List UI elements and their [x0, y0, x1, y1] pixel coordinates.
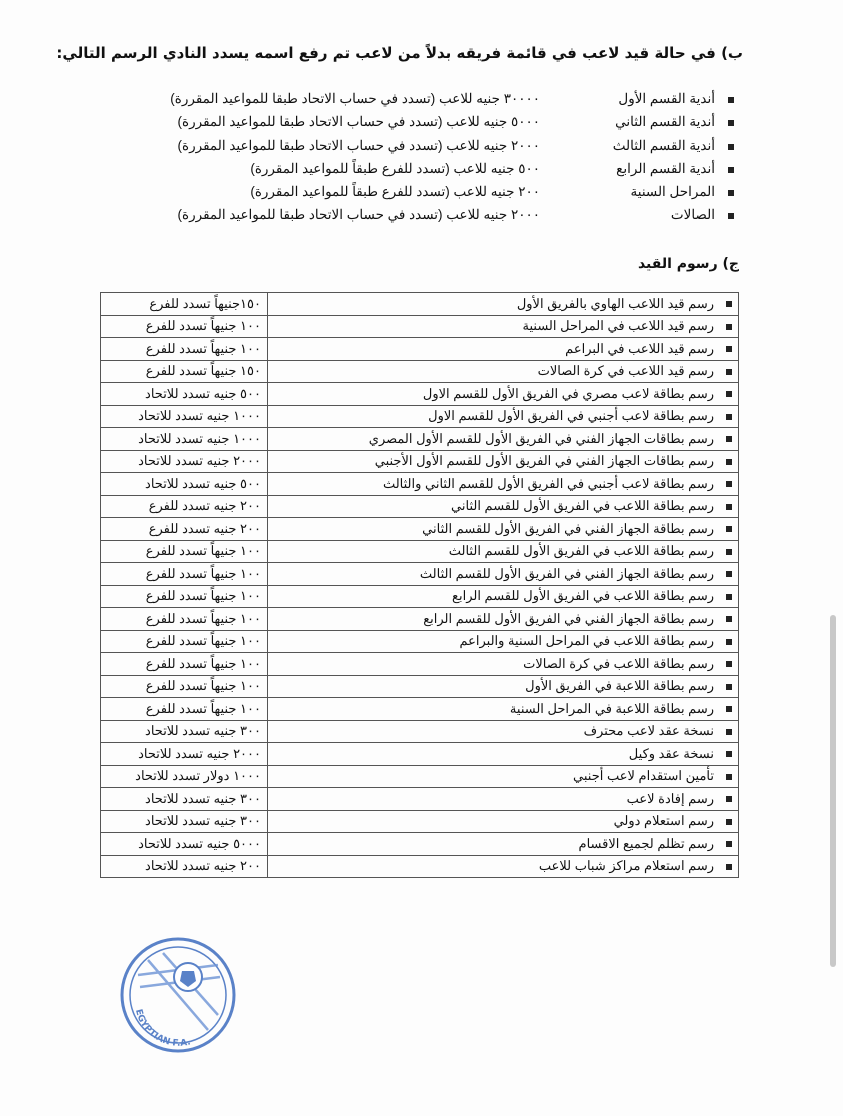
bullet-icon [728, 213, 734, 219]
bullet-icon [728, 190, 734, 196]
section-b-heading: ب) في حالة قيد لاعب في قائمة فريقه بدلاً من لاعب تم رفع اسمه يسدد النادي الرسم التالي: [56, 44, 743, 62]
fee-item-label: رسم بطاقة لاعب أجنبي في الفريق الأول للقسم الثاني والثالث [382, 475, 714, 491]
bullet-icon [726, 729, 732, 735]
fee-item [268, 698, 739, 721]
fee-item [268, 630, 739, 653]
fee-item-label: رسم بطاقة لاعب مصري في الفريق الأول للقسم الاول [422, 385, 714, 401]
fee-item-label: رسم بطاقة اللاعب في المراحل السنية والبراعم [459, 633, 714, 649]
fee-item-label: رسم بطاقة الجهاز الفني في الفريق الأول للقسم الثالث [419, 565, 714, 581]
fee-amount: ١٠٠ جنيهاً تسدد للفرع [101, 630, 268, 653]
fee-amount: ١٠٠٠ جنيه تسدد للاتحاد [101, 428, 268, 451]
bullet-icon [728, 144, 734, 150]
replacement-fee-list [100, 89, 740, 229]
fee-item [268, 833, 739, 856]
table-row [101, 450, 739, 473]
fee-item-label: رسم إفادة لاعب [626, 790, 714, 806]
division-label: المراحل السنية [630, 184, 715, 200]
bullet-icon [726, 774, 732, 780]
fee-amount: ١٠٠٠ جنيه تسدد للاتحاد [101, 405, 268, 428]
fee-amount: ١٠٠ جنيهاً تسدد للفرع [101, 675, 268, 698]
bullet-icon [726, 504, 732, 510]
fee-item [268, 540, 739, 563]
table-row [101, 428, 739, 451]
table-row [101, 810, 739, 833]
list-item [100, 159, 740, 182]
list-item [100, 136, 740, 159]
fee-item [268, 428, 739, 451]
bullet-icon [728, 97, 734, 103]
fee-item [268, 743, 739, 766]
fee-amount: ٢٠٠ جنيه تسدد للفرع [101, 495, 268, 518]
bullet-icon [726, 684, 732, 690]
bullet-icon [726, 436, 732, 442]
table-row [101, 315, 739, 338]
bullet-icon [726, 639, 732, 645]
table-row [101, 788, 739, 811]
table-row [101, 585, 739, 608]
fee-amount: ١٠٠ جنيهاً تسدد للفرع [101, 585, 268, 608]
fee-item [268, 585, 739, 608]
fee-item-label: رسم بطاقة اللاعب في كرة الصالات [523, 655, 714, 671]
fee-item [268, 293, 739, 316]
fee-amount: ٥٠٠٠ جنيه تسدد للاتحاد [101, 833, 268, 856]
fee-amount: ١٠٠ جنيهاً تسدد للفرع [101, 540, 268, 563]
fee-item-label: رسم بطاقة لاعب أجنبي في الفريق الأول للقسم الاول [428, 408, 714, 424]
fee-item-label: رسم بطاقة اللاعبة في الفريق الأول [525, 678, 714, 694]
bullet-icon [726, 481, 732, 487]
bullet-icon [728, 120, 734, 126]
fee-item-label: رسم تظلم لجميع الاقسام [578, 835, 714, 851]
table-row [101, 405, 739, 428]
fee-amount: ٥٠٠ جنيه تسدد للاتحاد [101, 473, 268, 496]
list-item [100, 205, 740, 228]
bullet-icon [726, 549, 732, 555]
table-row [101, 518, 739, 541]
list-item [100, 182, 740, 205]
fee-value: ٣٠٠٠٠ جنيه للاعب (تسدد في حساب الاتحاد طبقا للمواعيد المقررة) [170, 91, 540, 106]
fee-item [268, 608, 739, 631]
fee-amount: ١٠٠ جنيهاً تسدد للفرع [101, 653, 268, 676]
fee-item-label: نسخة عقد وكيل [628, 745, 714, 761]
table-row [101, 608, 739, 631]
fee-amount: ١٥٠جنيهاً تسدد للفرع [101, 293, 268, 316]
fee-amount: ٢٠٠ جنيه تسدد للفرع [101, 518, 268, 541]
bullet-icon [728, 167, 734, 173]
fee-item-label: رسم بطاقة اللاعب في الفريق الأول للقسم الرابع [452, 588, 714, 604]
fee-item-label: رسم بطاقة اللاعبة في المراحل السنية [509, 700, 714, 716]
fee-amount: ١٠٠ جنيهاً تسدد للفرع [101, 563, 268, 586]
fee-amount: ٥٠٠ جنيه تسدد للاتحاد [101, 383, 268, 406]
fee-item-label: رسم بطاقة اللاعب في الفريق الأول للقسم الثاني [451, 498, 714, 514]
fee-value: ٥٠٠٠ جنيه للاعب (تسدد في حساب الاتحاد طبقا للمواعيد المقررة) [177, 114, 540, 130]
bullet-icon [726, 346, 732, 352]
fee-item [268, 360, 739, 383]
division-label: الصالات [670, 207, 715, 223]
bullet-icon [726, 324, 732, 330]
table-row [101, 855, 739, 878]
egyptian-fa-seal [118, 935, 238, 1055]
table-row [101, 473, 739, 496]
division-label: أندية القسم الثاني [615, 114, 715, 130]
division-label: أندية القسم الثالث [612, 137, 715, 153]
fee-item [268, 720, 739, 743]
bullet-icon [726, 751, 732, 757]
table-row [101, 495, 739, 518]
bullet-icon [726, 841, 732, 847]
bullet-icon [726, 391, 732, 397]
table-row [101, 743, 739, 766]
table-row [101, 338, 739, 361]
table-row [101, 383, 739, 406]
fee-amount: ٣٠٠ جنيه تسدد للاتحاد [101, 788, 268, 811]
fee-item-label: رسم قيد اللاعب الهاوي بالفريق الأول [516, 295, 714, 311]
division-label: أندية القسم الرابع [616, 160, 715, 176]
table-row [101, 540, 739, 563]
fee-amount: ٣٠٠ جنيه تسدد للاتحاد [101, 810, 268, 833]
table-row [101, 720, 739, 743]
fee-item-label: رسم بطاقة الجهاز الفني في الفريق الأول للقسم الثاني [422, 520, 714, 536]
fee-value: ٥٠٠ جنيه للاعب (تسدد للفرع طبقاً للمواعيد المقررة) [250, 160, 540, 176]
fee-value: ٢٠٠٠ جنيه للاعب (تسدد في حساب الاتحاد طبقا للمواعيد المقررة) [177, 137, 540, 153]
fee-item-label: رسم بطاقة اللاعب في الفريق الأول للقسم الثالث [448, 543, 714, 559]
fee-value: ٢٠٠ جنيه للاعب (تسدد للفرع طبقاً للمواعيد المقررة) [250, 184, 540, 200]
bullet-icon [726, 369, 732, 375]
bullet-icon [726, 459, 732, 465]
fee-amount: ١٠٠ جنيهاً تسدد للفرع [101, 698, 268, 721]
bullet-icon [726, 864, 732, 870]
fee-amount: ٣٠٠ جنيه تسدد للاتحاد [101, 720, 268, 743]
fee-item [268, 518, 739, 541]
table-row [101, 293, 739, 316]
fee-amount: ٢٠٠٠ جنيه تسدد للاتحاد [101, 450, 268, 473]
registration-fees-table [100, 292, 739, 878]
fee-amount: ١٠٠ جنيهاً تسدد للفرع [101, 608, 268, 631]
list-item [100, 89, 740, 112]
table-row [101, 675, 739, 698]
section-c-heading: ج) رسوم القيد [637, 256, 739, 272]
fee-item [268, 788, 739, 811]
fee-amount: ١٠٠٠ دولار تسدد للاتحاد [101, 765, 268, 788]
fee-item-label: رسم استعلام مراكز شباب للاعب [538, 858, 714, 874]
division-label: أندية القسم الأول [618, 91, 715, 106]
fee-item [268, 563, 739, 586]
bullet-icon [726, 301, 732, 307]
fee-item [268, 315, 739, 338]
svg-text:EGYPTIAN F.A.: EGYPTIAN F.A. [132, 1008, 192, 1049]
fee-item [268, 338, 739, 361]
fee-item [268, 810, 739, 833]
fee-item-label: رسم قيد اللاعب في كرة الصالات [537, 363, 714, 379]
fee-item [268, 383, 739, 406]
fee-item [268, 855, 739, 878]
fee-item-label: رسم استعلام دولي [613, 813, 714, 829]
table-row [101, 563, 739, 586]
table-row [101, 698, 739, 721]
bullet-icon [726, 661, 732, 667]
fee-item [268, 765, 739, 788]
fee-amount: ١٠٠ جنيهاً تسدد للفرع [101, 315, 268, 338]
fee-item [268, 473, 739, 496]
fee-amount: ١٥٠ جنيهاً تسدد للفرع [101, 360, 268, 383]
fee-item [268, 653, 739, 676]
fee-item-label: نسخة عقد لاعب محترف [583, 723, 714, 739]
fee-item-label: رسم قيد اللاعب في المراحل السنية [522, 318, 714, 334]
fee-item [268, 450, 739, 473]
table-row [101, 833, 739, 856]
fee-value: ٢٠٠٠ جنيه للاعب (تسدد في حساب الاتحاد طبقا للمواعيد المقررة) [177, 207, 540, 223]
bullet-icon [726, 616, 732, 622]
fee-item-label: رسم بطاقة الجهاز الفني في الفريق الأول للقسم الرابع [423, 610, 714, 626]
fee-item-label: تأمين استقدام لاعب أجنبي [573, 768, 714, 784]
list-item [100, 112, 740, 135]
table-row [101, 360, 739, 383]
table-row [101, 653, 739, 676]
table-row [101, 630, 739, 653]
fee-amount: ١٠٠ جنيهاً تسدد للفرع [101, 338, 268, 361]
bullet-icon [726, 571, 732, 577]
fee-amount: ٢٠٠ جنيه تسدد للاتحاد [101, 855, 268, 878]
bullet-icon [726, 594, 732, 600]
fee-item-label: رسم بطاقات الجهاز الفني في الفريق الأول للقسم الأول المصري [368, 430, 714, 446]
bullet-icon [726, 414, 732, 420]
bullet-icon [726, 819, 732, 825]
fee-item-label: رسم بطاقات الجهاز الفني في الفريق الأول للقسم الأول الأجنبي [374, 453, 714, 469]
table-row [101, 765, 739, 788]
fee-item [268, 495, 739, 518]
scrollbar[interactable] [830, 615, 836, 967]
fee-amount: ٢٠٠٠ جنيه تسدد للاتحاد [101, 743, 268, 766]
fee-item [268, 675, 739, 698]
bullet-icon [726, 706, 732, 712]
bullet-icon [726, 526, 732, 532]
fee-item [268, 405, 739, 428]
bullet-icon [726, 796, 732, 802]
fee-item-label: رسم قيد اللاعب في البراعم [565, 340, 714, 356]
